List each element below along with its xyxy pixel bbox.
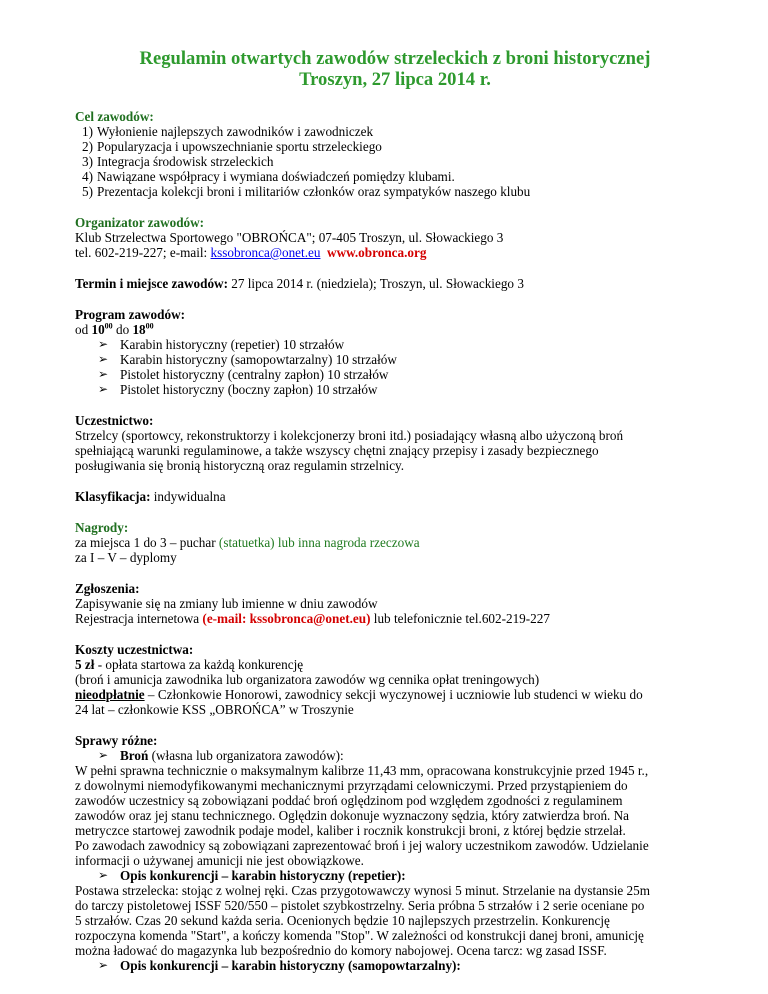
- nagrody-line-2: za I – V – dyplomy: [75, 550, 177, 565]
- paragraph-line: zawodów uczestnicy są zobowiązani poddać broń oględzinom pod względem zgodności z regulaminem: [75, 793, 623, 808]
- koszty-free: nieodpłatnie – Członkowie Honorowi, zawodnicy sekcji wyczynowej i uczniowie lub studenci w wieku do: [75, 687, 643, 702]
- arrow-bullet-icon: ➢: [98, 382, 109, 396]
- title-line-2: Troszyn, 27 lipca 2014 r.: [299, 69, 491, 90]
- section-sprawy: [75, 733, 715, 973]
- uczestnictwo-header: Uczestnictwo:: [75, 413, 154, 428]
- website-link[interactable]: www.obronca.org: [327, 245, 427, 260]
- section-klasyfikacja: [75, 489, 715, 504]
- nagrody-header: Nagrody:: [75, 520, 129, 535]
- koszty-header: Koszty uczestnictwa:: [75, 642, 194, 657]
- list-item: ➢ Pistolet historyczny (boczny zapłon) 10 strzałów: [98, 382, 378, 397]
- zgloszenia-line-2: Rejestracja internetowa (e-mail: kssobronca@onet.eu) lub telefonicznie tel.602-219-227: [75, 611, 550, 626]
- paragraph-line: Strzelcy (sportowcy, rekonstruktorzy i kolekcjonerzy broni itd.) posiadający własną albo użyczoną broń: [75, 428, 624, 443]
- list-item: ➢ Pistolet historyczny (centralny zapłon) 10 strzałów: [98, 367, 389, 382]
- organizator-contact: tel. 602-219-227; e-mail: kssobronca@onet.eu www.obronca.org: [75, 245, 427, 260]
- program-hours: od $10^{00}$ do $18^{00}$: [75, 321, 154, 337]
- opis-samopowtarzalny-item: ➢ Opis konkurencji – karabin historyczny (samopowtarzalny):: [98, 958, 461, 973]
- cel-header: Cel zawodów:: [75, 109, 154, 124]
- zgloszenia-line-1: Zapisywanie się na zmiany lub imienne w dniu zawodów: [75, 596, 378, 611]
- opis-repetier-item: ➢ Opis konkurencji – karabin historyczny (repetier):: [98, 868, 406, 883]
- paragraph-line: z dowolnymi niemodyfikowanymi mechanicznymi przyrządami celowniczymi. Przed przystąpieniem do: [75, 778, 628, 793]
- arrow-bullet-icon: ➢: [98, 337, 109, 351]
- arrow-bullet-icon: ➢: [98, 868, 109, 882]
- arrow-bullet-icon: ➢: [98, 748, 109, 762]
- nagrody-line-1: za miejsca 1 do 3 – puchar (statuetka) lub inna nagroda rzeczowa: [75, 535, 420, 550]
- paragraph-line: do tarczy pistoletowej ISSF 520/550 – pistolet szybkostrzelny. Seria próbna 5 strzałów i 2 serie oceniane po: [75, 898, 645, 913]
- section-program: [75, 307, 715, 397]
- list-item: ➢ Karabin historyczny (samopowtarzalny) 10 strzałów: [98, 352, 397, 367]
- klasyfikacja-text: indywidualna: [150, 489, 226, 504]
- list-item: 3) Integracja środowisk strzeleckich: [82, 154, 274, 169]
- program-list: [75, 337, 715, 397]
- klasyfikacja-label: Klasyfikacja:: [75, 489, 151, 504]
- email-link[interactable]: kssobronca@onet.eu: [210, 245, 321, 260]
- title-line-1: Regulamin otwartych zawodów strzeleckich z broni historycznej: [139, 48, 651, 69]
- paragraph-line: zawodów oraz jej stanu technicznego. Oględzin dokonuje wyznaczony sędzia, który zatwierdza broń. Na: [75, 808, 630, 823]
- organizator-header: Organizator zawodów:: [75, 215, 205, 230]
- arrow-bullet-icon: ➢: [98, 367, 109, 381]
- paragraph-line: metryczce startowej zawodnik podaje model, kaliber i rocznik konstrukcji broni, z której będzie strzelał.: [75, 823, 626, 838]
- list-item: ➢ Karabin historyczny (repetier) 10 strzałów: [98, 337, 345, 352]
- section-cel: [75, 109, 715, 199]
- list-item: 4) Nawiązane współpracy i wymiana doświadczeń pomiędzy klubami.: [82, 169, 455, 184]
- paragraph-line: W pełni sprawna technicznie o maksymalnym kalibrze 11,43 mm, opracowana konstrukcyjnie przed 1945 r.,: [75, 763, 649, 778]
- paragraph-line: można ładować do magazynka lub bezpośrednio do komory nabojowej. Ocena tarcz: wg zasad ISSF.: [75, 943, 607, 958]
- document-page: [75, 48, 715, 973]
- koszty-line-4: 24 lat – członkowie KSS „OBROŃCA” w Troszynie: [75, 702, 354, 717]
- paragraph-line: Postawa strzelecka: stojąc z wolnej ręki. Czas przygotowawczy wynosi 5 minut. Strzelanie na dystansie 25m: [75, 883, 650, 898]
- paragraph-line: Po zawodach zawodnicy są zobowiązani zaprezentować broń i jej walory uczestnikom zawodów. Udzielanie: [75, 838, 649, 853]
- termin-text: 27 lipca 2014 r. (niedziela); Troszyn, ul. Słowackiego 3: [227, 276, 524, 291]
- section-nagrody: [75, 520, 715, 565]
- sprawy-header: Sprawy różne:: [75, 733, 158, 748]
- section-koszty: [75, 642, 715, 717]
- cel-list: [75, 124, 715, 199]
- list-item: 5) Prezentacja kolekcji broni i militariów członków oraz sympatyków naszego klubu: [82, 184, 531, 199]
- organizator-address: Klub Strzelectwa Sportowego "OBROŃCA"; 07-405 Troszyn, ul. Słowackiego 3: [75, 230, 504, 245]
- paragraph-line: rozpoczyna komenda "Start", a kończy komenda "Stop". W zależności od konstrukcji danej broni, amunicję: [75, 928, 644, 943]
- section-termin: [75, 276, 715, 291]
- list-item: 2) Popularyzacja i upowszechnianie sportu strzeleckiego: [82, 139, 382, 154]
- program-header: Program zawodów:: [75, 307, 185, 322]
- termin-label: Termin i miejsce zawodów:: [75, 276, 228, 291]
- zgloszenia-header: Zgłoszenia:: [75, 581, 140, 596]
- koszty-fee: 5 zł - opłata startowa za każdą konkurencję: [75, 657, 304, 672]
- paragraph-line: spełniającą warunki regulaminowe, a także wszyscy chętni znający przepisy i zasady bezpiecznego: [75, 443, 599, 458]
- arrow-bullet-icon: ➢: [98, 958, 109, 972]
- arrow-bullet-icon: ➢: [98, 352, 109, 366]
- document-title: [75, 48, 715, 90]
- section-zgloszenia: [75, 581, 715, 626]
- paragraph-line: posługiwania się bronią historyczną oraz regulamin strzelnicy.: [75, 458, 405, 473]
- list-item: 1) Wyłonienie najlepszych zawodników i zawodniczek: [82, 124, 374, 139]
- koszty-line-2: (broń i amunicja zawodnika lub organizatora zawodów wg cennika opłat treningowych): [75, 672, 540, 687]
- bron-item: ➢ Broń (własna lub organizatora zawodów):: [98, 748, 344, 763]
- paragraph-line: 5 strzałów. Czas 20 sekund każda seria. Ocenionych będzie 10 najlepszych przestrzelin. Konkurencję: [75, 913, 610, 928]
- section-uczestnictwo: [75, 413, 715, 473]
- section-organizator: [75, 215, 715, 260]
- registration-email[interactable]: (e-mail: kssobronca@onet.eu): [202, 611, 371, 626]
- paragraph-line: informacji o używanej amunicji nie jest obowiązkowe.: [75, 853, 364, 868]
